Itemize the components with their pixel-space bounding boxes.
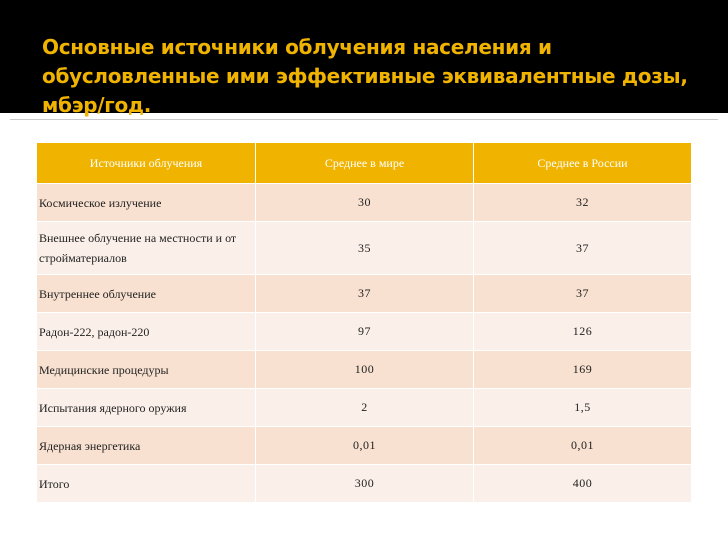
table-row [37, 222, 692, 275]
divider [10, 119, 718, 120]
row-russia-value: 400 [474, 465, 692, 503]
table-row [37, 275, 692, 313]
row-world-value: 35 [256, 222, 474, 275]
table-row [37, 351, 692, 389]
row-world-value: 97 [256, 313, 474, 351]
title-bar [0, 0, 728, 117]
row-world-value: 2 [256, 389, 474, 427]
row-source: Внутреннее облучение [37, 275, 256, 313]
header-sources: Источники облучения [37, 143, 256, 184]
header-russia-average: Среднее в России [474, 143, 692, 184]
row-source: Внешнее облучение на местности и от стройматериалов [37, 222, 256, 275]
row-russia-value: 32 [474, 184, 692, 222]
table-row [37, 184, 692, 222]
radiation-dose-table [36, 142, 692, 503]
row-world-value: 0,01 [256, 427, 474, 465]
row-world-value: 30 [256, 184, 474, 222]
table-row [37, 389, 692, 427]
row-source: Медицинские процедуры [37, 351, 256, 389]
table-row [37, 313, 692, 351]
row-source: Итого [37, 465, 256, 503]
row-source: Радон-222, радон-220 [37, 313, 256, 351]
table-row [37, 427, 692, 465]
row-world-value: 300 [256, 465, 474, 503]
row-source: Ядерная энергетика [37, 427, 256, 465]
row-russia-value: 37 [474, 275, 692, 313]
row-russia-value: 126 [474, 313, 692, 351]
slide-title: Основные источники облучения населения и обусловленные ими эффективные эквивалентные дозы, мбэр/год. [42, 35, 688, 117]
table-row-total [37, 465, 692, 503]
row-source: Космическое излучение [37, 184, 256, 222]
row-russia-value: 169 [474, 351, 692, 389]
row-world-value: 100 [256, 351, 474, 389]
row-russia-value: 37 [474, 222, 692, 275]
table-header-row [37, 143, 692, 184]
row-source: Испытания ядерного оружия [37, 389, 256, 427]
row-world-value: 37 [256, 275, 474, 313]
row-russia-value: 1,5 [474, 389, 692, 427]
header-world-average: Среднее в мире [256, 143, 474, 184]
row-russia-value: 0,01 [474, 427, 692, 465]
